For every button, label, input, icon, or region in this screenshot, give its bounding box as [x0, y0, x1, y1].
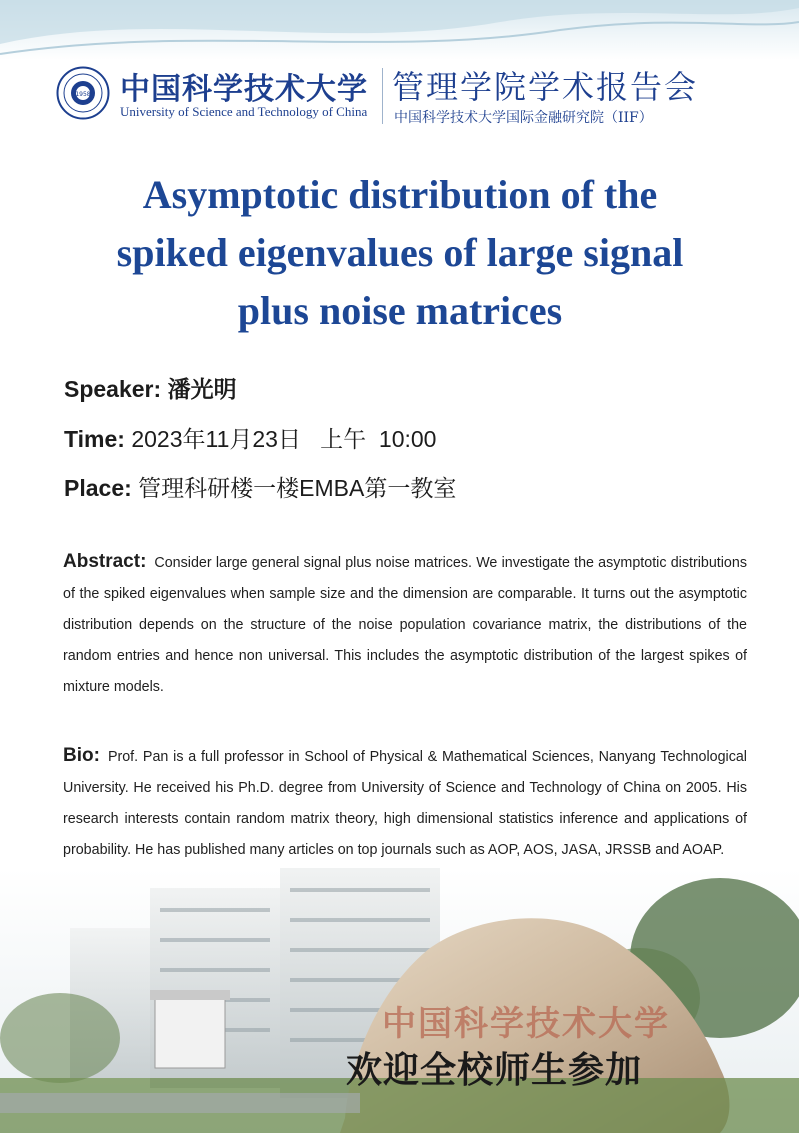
time-line [64, 421, 436, 454]
abstract-text: Consider large general signal plus noise matrices. We investigate the asymptotic distributions of the spiked eigenvalues when sample size and the dimension are comparable. It turns out the asymptotic distribution depends on the structure of the noise population covariance matrix, the distributions of the random entries and hence non universal. This includes the asymptotic distribution of the largest spikes of mixture models. [63, 555, 747, 695]
university-name-cn: 中国科学技术大学 [120, 72, 368, 107]
title-line: spiked eigenvalues of large signal [116, 230, 684, 275]
top-decor-band [0, 0, 799, 60]
header-divider [382, 68, 383, 124]
title-line: plus noise matrices [237, 288, 563, 333]
abstract-label: Abstract: [63, 551, 147, 572]
university-name-en: University of Science and Technology of China [120, 104, 368, 119]
title-line: Asymptotic distribution of the [142, 172, 658, 217]
rock-inscription: 中国科学技术大学 [382, 1004, 670, 1044]
svg-text:1958: 1958 [75, 91, 91, 98]
institute-name: 中国科学技术大学国际金融研究院（IIF） [394, 110, 653, 126]
header [56, 62, 756, 132]
speaker-name: 潘光明 [167, 376, 237, 402]
time-label: Time: [64, 426, 125, 452]
speaker-line [64, 371, 237, 404]
time-value: 2023年11月23日 上午 10:00 [131, 426, 437, 452]
place-label: Place: [64, 475, 132, 501]
bio-label: Bio: [63, 745, 100, 766]
place-value: 管理科研楼一楼EMBA第一教室 [138, 475, 457, 501]
welcome-text: 欢迎全校师生参加 [346, 1049, 643, 1091]
place-line [64, 470, 456, 503]
speaker-label: Speaker: [64, 376, 162, 402]
department-title: 管理学院学术报告会 [392, 68, 699, 106]
bio-section [63, 740, 747, 866]
bio-text: Prof. Pan is a full professor in School of Physical & Mathematical Sciences, Nanyang Technological University. He received his Ph.D. degree from University of Science and Technology of China on 2005. His research interests contain random matrix theory, high dimensional statistics inference and applications of probability. He has published many articles on top journals such as AOP, AOS, JASA, JRSSB and AOAP. [63, 749, 747, 858]
abstract-section [63, 546, 747, 703]
talk-title [40, 166, 760, 340]
university-seal-icon [56, 66, 110, 120]
